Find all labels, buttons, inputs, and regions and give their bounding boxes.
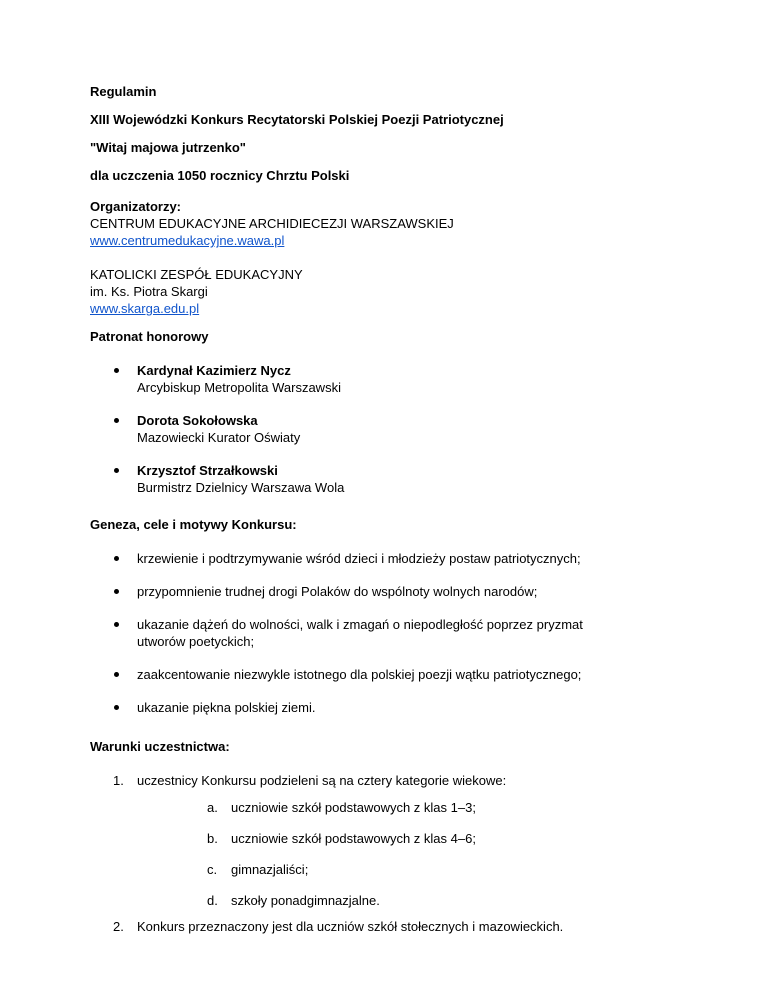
list-item — [137, 892, 690, 909]
category-text: gimnazjaliści; — [231, 862, 309, 877]
organizer-2-subtitle: im. Ks. Piotra Skargi — [90, 284, 208, 299]
list-item — [137, 799, 690, 816]
organizers-heading: Organizatorzy: — [90, 199, 182, 214]
patronage-heading: Patronat honorowy — [90, 329, 209, 344]
list-item — [90, 462, 690, 496]
contest-motto: "Witaj majowa jutrzenko" — [90, 140, 246, 155]
conditions-section — [90, 738, 690, 935]
item-letter: b. — [207, 831, 218, 846]
condition-text: uczestnicy Konkursu podzieleni są na cztery kategorie wiekowe: — [137, 773, 507, 788]
goals-section — [90, 516, 690, 716]
bullet-icon — [114, 672, 119, 677]
list-item — [90, 666, 690, 683]
goal-text: ukazanie dążeń do wolności, walk i zmagań o niepodległość poprzez pryzmat utworów poetyckich; — [137, 617, 583, 649]
bullet-icon — [114, 589, 119, 594]
list-item — [137, 861, 690, 878]
list-item — [137, 830, 690, 847]
organizer-1-name: CENTRUM EDUKACYJNE ARCHIDIECEZJI WARSZAWSKIEJ — [90, 216, 454, 231]
goals-list — [90, 550, 690, 716]
contest-occasion: dla uczczenia 1050 rocznicy Chrztu Polski — [90, 168, 350, 183]
list-item — [90, 772, 690, 909]
patronage-list — [90, 362, 690, 496]
goal-text: krzewienie i podtrzymywanie wśród dzieci i młodzieży postaw patriotycznych; — [137, 551, 581, 566]
patron-name: Kardynał Kazimierz Nycz — [137, 363, 291, 378]
bullet-icon — [114, 705, 119, 710]
goals-heading: Geneza, cele i motywy Konkursu: — [90, 517, 297, 532]
list-item — [90, 616, 690, 650]
condition-text: Konkurs przeznaczony jest dla uczniów szkół stołecznych i mazowieckich. — [137, 919, 564, 934]
contest-name: XIII Wojewódzki Konkurs Recytatorski Polskiej Poezji Patriotycznej — [90, 112, 504, 127]
list-item — [90, 362, 690, 396]
patron-name: Krzysztof Strzałkowski — [137, 463, 278, 478]
document-title: Regulamin — [90, 84, 157, 99]
document-page — [90, 83, 690, 935]
item-letter: a. — [207, 800, 218, 815]
list-item — [90, 550, 690, 567]
bullet-icon — [114, 418, 119, 423]
list-item — [90, 918, 690, 935]
bullet-icon — [114, 622, 119, 627]
age-categories-list — [137, 799, 690, 909]
item-letter: d. — [207, 893, 218, 908]
patron-name: Dorota Sokołowska — [137, 413, 258, 428]
organizer-1-link[interactable]: www.centrumedukacyjne.wawa.pl — [90, 233, 285, 248]
list-item — [90, 699, 690, 716]
goal-text: ukazanie piękna polskiej ziemi. — [137, 700, 316, 715]
patron-role: Mazowiecki Kurator Oświaty — [137, 430, 301, 445]
organizer-2-name: KATOLICKI ZESPÓŁ EDUKACYJNY — [90, 267, 303, 282]
category-text: uczniowie szkół podstawowych z klas 1–3; — [231, 800, 476, 815]
patron-role: Burmistrz Dzielnicy Warszawa Wola — [137, 480, 345, 495]
category-text: szkoły ponadgimnazjalne. — [231, 893, 380, 908]
patronage-section — [90, 328, 690, 496]
goal-text: zaakcentowanie niezwykle istotnego dla polskiej poezji wątku patriotycznego; — [137, 667, 582, 682]
conditions-list — [90, 772, 690, 935]
bullet-icon — [114, 468, 119, 473]
bullet-icon — [114, 556, 119, 561]
list-item — [90, 583, 690, 600]
item-number: 1. — [113, 773, 124, 788]
organizers-section — [90, 198, 690, 317]
organizer-2-link[interactable]: www.skarga.edu.pl — [90, 301, 200, 316]
conditions-heading: Warunki uczestnictwa: — [90, 739, 230, 754]
bullet-icon — [114, 368, 119, 373]
patron-role: Arcybiskup Metropolita Warszawski — [137, 380, 341, 395]
list-item — [90, 412, 690, 446]
item-letter: c. — [207, 862, 218, 877]
goal-text: przypomnienie trudnej drogi Polaków do wspólnoty wolnych narodów; — [137, 584, 538, 599]
item-number: 2. — [113, 919, 124, 934]
category-text: uczniowie szkół podstawowych z klas 4–6; — [231, 831, 476, 846]
